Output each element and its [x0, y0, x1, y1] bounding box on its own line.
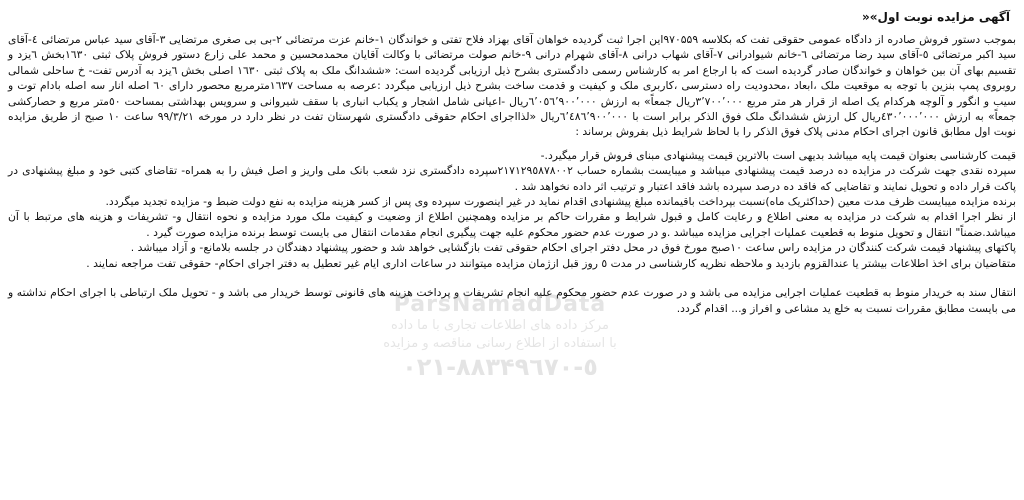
term-transfer: انتقال سند به خریدار منوط به قطعیت عملیات اجرایی مزایده می باشد و در صورت عدم حضور محکوم علیه انجام تشریفات و پرداخت هزینه های قانونی توسط خریدار می باشد و - تحویل ملک ارتباطی با اجرای احکام نداشته و می بایست مطابق مقررات نسبت به خلع ید مشاعی و افراز و... اقدام گردد.: [8, 286, 1016, 315]
notice-intro-paragraph: بموجب دستور فروش صادره از دادگاه عمومی حقوقی تفت که بکلاسه ۹۷۰۵۵۹این اجرا ثبت گردیده خواهان آقای بهزاد فلاح تفتی و خواندگان ۱-خانم عزت مرتضائی ۲-بی بی صغری مرتضایی ۳-آقای سید عباس مرتضائی ٤-آقای سید اکبر مرتضائی ٥-آقای سید رضا مرتضائی ٦-خانم شیوادرانی ۷-آقای شهاب درانی ۸-آقای شهرام درانی ۹-خانم صولت مرتضائی با وکالت آقایان محمدمحسین و محمد علی زارع دستور فروش پلاک ثبتی ۱٦۳۰بخش ٦یزد و تقسیم بهای آن بین خواهان و خواندگان صادر گردیده است که با ارجاع امر به کارشناس رسمی دادگستری بشرح ذیل ارزیابی گردیده است: «ششدانگ ملک به پلاک ثبتی ۱٦۳۰ اصلی بخش ٦یزد به آدرس تفت- خ ساحلی شمالی روبروی پمپ بنزین با توجه به موقعیت ملک ،ابعاد ،محدودیت راه دسترسی ،کاربری ملک و کیفیت و قدمت ساخت بشرح ذیل ارزیابی میگردد :عرصه به مساحت ۱٦۳۷مترمربع محصور دارای ٦۰ اصله انار سه اصله بادام توت و سیب و انگور و آلوچه هرکدام یک اصله از قرار هر متر مربع ۳٬۷۰۰٬۰۰۰ریال جمعاً» به ارزش ٦٬۰٥٦٬۹۰۰٬۰۰۰ریال -اعیانی شامل اشجار و یکباب انباری با سقف شیروانی و سرویس بهداشتی بمساحت ٥۰متر مربع و حصارکشی جمعاً» به ارزش ٤۳۰٬۰۰۰٬۰۰۰ریال کل ارزش ششدانگ ملک فوق الذکر برابر است با ٦٬٤۸٦٬۹۰۰٬۰۰۰ریال «لذااجرای احکام حقوقی دادگستری شهرستان تفت در نظر دارد در مورخه ۹۹/۳/۲۱ ساعت ۱۰ صبح از طریق مزایده نوبت اول مطابق قانون اجرای احکام مدنی پلاک فوق الذکر را با لحاظ شرایط ذیل بفروش برساند :: [8, 33, 1017, 139]
term-inspection: متقاضیان برای اخذ اطلاعات بیشتر یا عندالقزوم بازدید و ملاحظه نظریه کارشناسی در مدت ٥ روز قبل ازژمان مزایده میتوانند در ساعات اداری ایام غیر تعطیل به دفتر اجرای احکام- حقوقی تفت مراجعه نمایند .: [86, 256, 1016, 270]
term-participation-conditions: از نظر اجرا اقدام به شرکت در مزایده به معنی اطلاع و رعایت کامل و قبول شرایط و مقررات حاکم بر مزایده وهمچنین اطلاع از وضعیت و کیفیت ملک مورد مزایده و نحوه انتقال و- تشریفات و هزینه های مرتبط با آن میباشد.ضمناً" انتقال و تحویل منوط به قطعیت عملیات اجرایی مزایده میباشد .و در صورت عدم حضور محکوم علیه جهت پیگیری انجام مقدمات انتقال می بایست توسط برنده مزایده صورت گیرد .: [8, 210, 1016, 239]
term-base-price: قیمت کارشناسی بعنوان قیمت پایه میباشد بدیهی است بالاترین قیمت پیشنهادی مبنای فروش قرار میگیرد.-: [540, 148, 1016, 162]
term-payment-deadline: برنده مزایده میبایست ظرف مدت معین (حداکثریک ماه)نسبت بپرداخت باقیمانده مبلغ پیشنهادی اقدام نماید در غیر اینصورت سپرده وی پس از کسر هزینه مزایده به نفع دولت ضبط و- مزایده تجدید میگردد.: [105, 195, 1016, 209]
watermark-brand: ParsNamadData: [393, 292, 607, 317]
watermark-line-2: با استفاده از اطلاع رسانی مناقصه و مزایده: [383, 336, 617, 351]
term-deposit: سپرده نقدی جهت شرکت در مزایده ده درصد قیمت پیشنهادی میباشد و میبایست بشماره حساب ۲۱۷۱۲۹٥۸۷۸۰۰۲سپرده دادگستری نزد شعب بانک ملی واریز و اصل فیش را به همراه- تقاضای کتبی خود و مبلغ پیشنهادی در پاکت قرار داده و تحویل نمایند و تقاضایی که فاقد ده درصد سپرده باشد فاقد اعتبار و ترتیب اثر داده نخواهد شد .: [8, 164, 1016, 193]
notice-title: آگهی مزایده نوبت اول»«: [862, 10, 1010, 24]
term-envelope-opening: پاکتهای پیشنهاد قیمت شرکت کنندگان در مزایده راس ساعت ۱۰صبح مورخ فوق در محل دفتر اجرای احکام حقوقی تفت بازگشایی خواهد شد و حضور پیشنهاد دهندگان در جلسه بلامانع- و آزاد میباشد .: [130, 241, 1016, 255]
watermark-phone: ۰۲۱-۸۸۳۴۹٦۷۰-٥: [402, 353, 598, 381]
watermark-line-1: مرکز داده های اطلاعات تجاری با ما داده: [390, 318, 610, 333]
